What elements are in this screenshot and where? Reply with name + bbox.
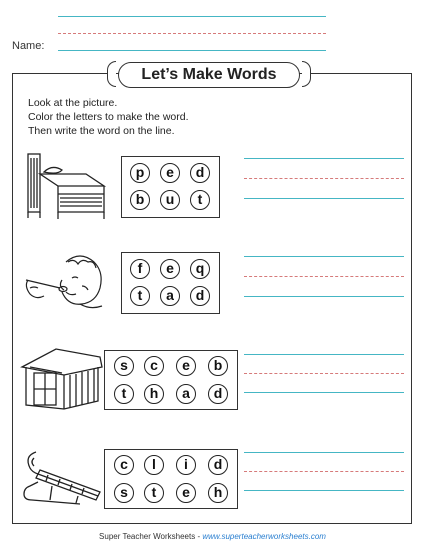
letter-circle[interactable]: s bbox=[114, 483, 134, 503]
letter-circle[interactable]: b bbox=[130, 190, 150, 210]
instruction-line-1: Look at the picture. bbox=[28, 97, 118, 109]
answer-line-bottom[interactable] bbox=[244, 198, 404, 199]
name-input-line[interactable] bbox=[58, 50, 326, 51]
footer-url-link[interactable]: www.superteacherworksheets.com bbox=[202, 532, 326, 541]
letter-circle[interactable]: d bbox=[190, 163, 210, 183]
letter-circle[interactable]: t bbox=[144, 483, 164, 503]
letter-circle[interactable]: b bbox=[208, 356, 228, 376]
answer-line-mid bbox=[244, 373, 404, 374]
answer-line-mid bbox=[244, 471, 404, 472]
answer-line-mid bbox=[244, 178, 404, 179]
letter-circle[interactable]: t bbox=[190, 190, 210, 210]
letter-circle[interactable]: i bbox=[176, 455, 196, 475]
letter-circle[interactable]: e bbox=[160, 163, 180, 183]
letter-circle[interactable]: c bbox=[144, 356, 164, 376]
answer-line-bottom[interactable] bbox=[244, 490, 404, 491]
letter-circle[interactable]: e bbox=[160, 259, 180, 279]
letter-circle[interactable]: f bbox=[130, 259, 150, 279]
letter-circle[interactable]: u bbox=[160, 190, 180, 210]
letter-circle[interactable]: p bbox=[130, 163, 150, 183]
letter-circle[interactable]: s bbox=[114, 356, 134, 376]
letter-circle[interactable]: e bbox=[176, 356, 196, 376]
letter-circle[interactable]: h bbox=[208, 483, 228, 503]
answer-line-top[interactable] bbox=[244, 256, 404, 257]
letter-circle[interactable]: d bbox=[208, 455, 228, 475]
shed-picture bbox=[20, 345, 104, 411]
instruction-line-3: Then write the word on the line. bbox=[28, 125, 175, 137]
answer-line-top[interactable] bbox=[244, 354, 404, 355]
header-mid-line bbox=[58, 33, 326, 34]
header-top-line bbox=[58, 16, 326, 17]
worksheet-title: Let’s Make Words bbox=[118, 62, 300, 88]
answer-line-top[interactable] bbox=[244, 452, 404, 453]
instruction-line-2: Color the letters to make the word. bbox=[28, 111, 189, 123]
letter-circle[interactable]: a bbox=[160, 286, 180, 306]
letter-circle[interactable]: d bbox=[208, 384, 228, 404]
bed-picture bbox=[24, 152, 108, 222]
letter-circle[interactable]: l bbox=[144, 455, 164, 475]
answer-line-mid bbox=[244, 276, 404, 277]
letter-circle[interactable]: t bbox=[114, 384, 134, 404]
footer bbox=[0, 532, 425, 541]
letter-circle[interactable]: c bbox=[114, 455, 134, 475]
answer-line-bottom[interactable] bbox=[244, 296, 404, 297]
sled-picture bbox=[18, 446, 104, 508]
letter-circle[interactable]: e bbox=[176, 483, 196, 503]
child-eating-picture bbox=[22, 250, 108, 312]
footer-brand: Super Teacher Worksheets - bbox=[99, 532, 203, 541]
letter-circle[interactable]: q bbox=[190, 259, 210, 279]
answer-line-bottom[interactable] bbox=[244, 392, 404, 393]
letter-circle[interactable]: a bbox=[176, 384, 196, 404]
answer-line-top[interactable] bbox=[244, 158, 404, 159]
letter-circle[interactable]: t bbox=[130, 286, 150, 306]
letter-circle[interactable]: d bbox=[190, 286, 210, 306]
letter-circle[interactable]: h bbox=[144, 384, 164, 404]
name-label: Name: bbox=[12, 40, 45, 52]
